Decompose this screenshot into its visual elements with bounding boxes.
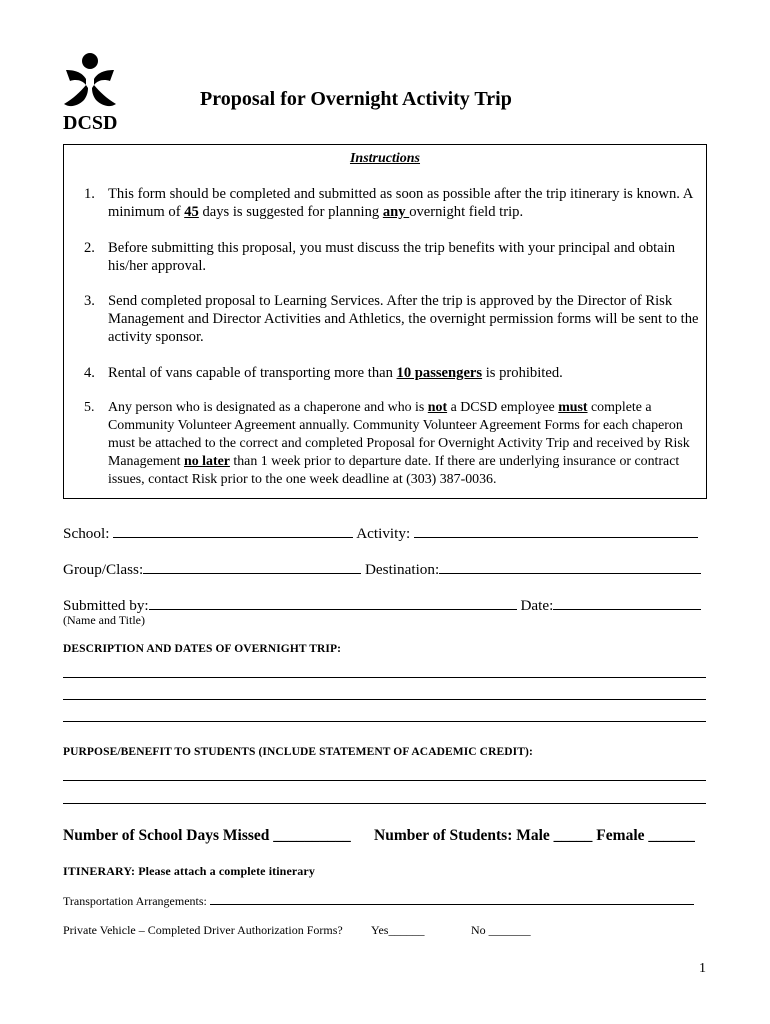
no-option[interactable]: No _______	[471, 923, 531, 937]
school-input[interactable]	[113, 523, 353, 538]
org-name: DCSD	[63, 112, 118, 134]
group-field-row	[63, 559, 701, 579]
purpose-heading: PURPOSE/BENEFIT TO STUDENTS (INCLUDE STATEMENT OF ACADEMIC CREDIT):	[63, 746, 533, 758]
description-heading: DESCRIPTION AND DATES OF OVERNIGHT TRIP:	[63, 643, 342, 655]
instruction-item-4: 4. Rental of vans capable of transporting more than 10 passengers is prohibited.	[84, 365, 563, 381]
school-field-row	[63, 523, 698, 543]
instructions-box	[63, 144, 707, 499]
activity-input[interactable]	[414, 523, 698, 538]
instruction-item-2: 2. Before submitting this proposal, you must discuss the trip benefits with your principal and obtain his/her approval.	[84, 240, 676, 274]
page-number: 1	[699, 961, 706, 976]
date-input[interactable]	[553, 595, 701, 610]
instructions-heading: Instructions	[349, 151, 421, 166]
transportation-label: Transportation Arrangements:	[63, 894, 207, 908]
students-field[interactable]: Number of Students: Male _____ Female ______	[374, 827, 695, 844]
activity-label: Activity:	[356, 525, 411, 542]
purpose-line-2[interactable]	[63, 803, 706, 804]
transportation-input[interactable]	[210, 893, 694, 905]
description-line-2[interactable]	[63, 699, 706, 700]
transportation-row	[63, 893, 694, 909]
submitted-by-label: Submitted by:	[63, 597, 149, 614]
date-label: Date:	[520, 597, 554, 614]
page-title: Proposal for Overnight Activity Trip	[200, 88, 512, 110]
submitted-by-input[interactable]	[149, 595, 517, 610]
group-class-input[interactable]	[143, 559, 361, 574]
private-vehicle-label: Private Vehicle – Completed Driver Authorization Forms?	[63, 923, 343, 937]
description-line-1[interactable]	[63, 677, 706, 678]
description-line-3[interactable]	[63, 721, 706, 722]
destination-label: Destination:	[364, 561, 440, 578]
name-title-hint: (Name and Title)	[63, 613, 145, 627]
instruction-item-3: 3. Send completed proposal to Learning Services. After the trip is approved by the Director of Risk Management and Director Activities and Athletics, the overnight permission forms will be sent to the activity sponsor.	[84, 293, 699, 345]
group-class-label: Group/Class:	[63, 561, 144, 578]
destination-input[interactable]	[439, 559, 701, 574]
submitted-field-row	[63, 595, 701, 615]
yes-option[interactable]: Yes______	[371, 923, 425, 937]
dcsd-logo-icon	[60, 52, 120, 112]
school-label: School:	[63, 525, 110, 542]
instruction-item-1: 1. This form should be completed and submitted as soon as possible after the trip itinerary is known. A minimum of 45 days is suggested for planning any overnight field trip.	[84, 186, 693, 220]
days-missed-field[interactable]: Number of School Days Missed __________	[63, 827, 351, 844]
itinerary-label: ITINERARY: Please attach a complete itinerary	[63, 864, 315, 878]
purpose-line-1[interactable]	[63, 780, 706, 781]
instruction-item-5: 5. Any person who is designated as a chaperone and who is not a DCSD employee must complete a Community Volunteer Agreement annually. Community Volunteer Agreement Forms for each chaperon must be attached to the correct and completed Proposal for Overnight Activity Trip and received by Risk Management no later than 1 week prior to departure date. If there are underlying insurance or contract issues, contact Risk prior to the one week deadline at (303) 387-0036.	[84, 400, 690, 487]
